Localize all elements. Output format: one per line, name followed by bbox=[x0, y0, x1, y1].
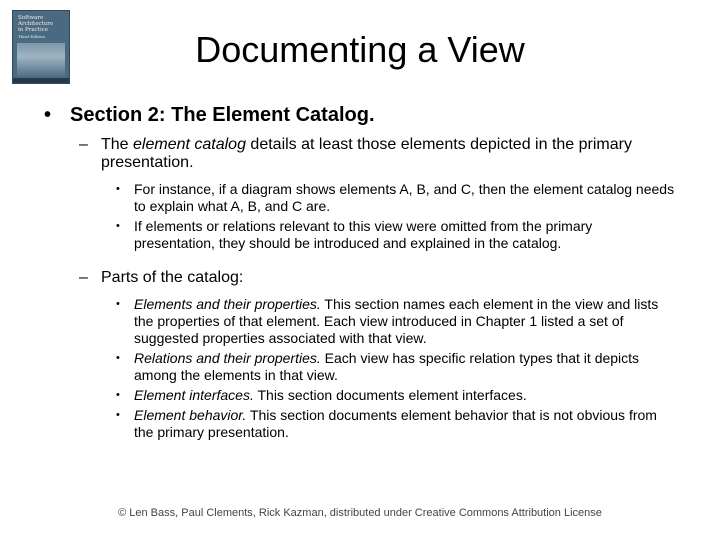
list-item: • Element interfaces. This section documents element interfaces. bbox=[116, 387, 527, 403]
dash-bullet-icon: – bbox=[79, 269, 88, 286]
slide-title: Documenting a View bbox=[195, 29, 525, 70]
bullet-dot-icon: • bbox=[116, 220, 120, 232]
sub-point-element-catalog: – The element catalog details at least those elements depicted in the primary presentation. bbox=[79, 136, 632, 171]
sub-point-parts-of-catalog: – Parts of the catalog: bbox=[79, 269, 244, 286]
list-item: • Elements and their properties. This section names each element in the view and lists the properties of that element. Each view introduced in Chapter 1 listed a set of suggested properties associated with that view. bbox=[116, 296, 659, 346]
bullet-dot-icon: • bbox=[44, 104, 52, 126]
bullet-dot-icon: • bbox=[116, 298, 120, 310]
list-item: • Relations and their properties. Each view has specific relation types that it depicts among the elements in that view. bbox=[116, 350, 640, 383]
bullet-dot-icon: • bbox=[116, 409, 120, 421]
dash-bullet-icon: – bbox=[79, 136, 88, 153]
section-heading-item bbox=[44, 102, 680, 128]
section-heading: Section 2: The Element Catalog. bbox=[70, 104, 375, 126]
bullet-dot-icon: • bbox=[116, 389, 120, 401]
list-item: • Element behavior. This section documents element behavior that is not obvious from the primary presentation. bbox=[116, 407, 657, 440]
book-cover-title: Software Architecture in Practice Third Edition bbox=[18, 15, 54, 39]
bullet-dot-icon: • bbox=[116, 352, 120, 364]
list-item: • For instance, if a diagram shows elements A, B, and C, then the element catalog needs to explain what A, B, and C are. bbox=[116, 181, 675, 214]
copyright-footer: © Len Bass, Paul Clements, Rick Kazman, distributed under Creative Commons Attribution License bbox=[118, 507, 602, 519]
book-cover-strip bbox=[13, 78, 69, 83]
bullet-dot-icon: • bbox=[116, 183, 120, 195]
list-item: • If elements or relations relevant to this view were omitted from the primary presentation, they should be introduced and explained in the catalog. bbox=[116, 218, 593, 251]
slide-body bbox=[0, 102, 720, 441]
